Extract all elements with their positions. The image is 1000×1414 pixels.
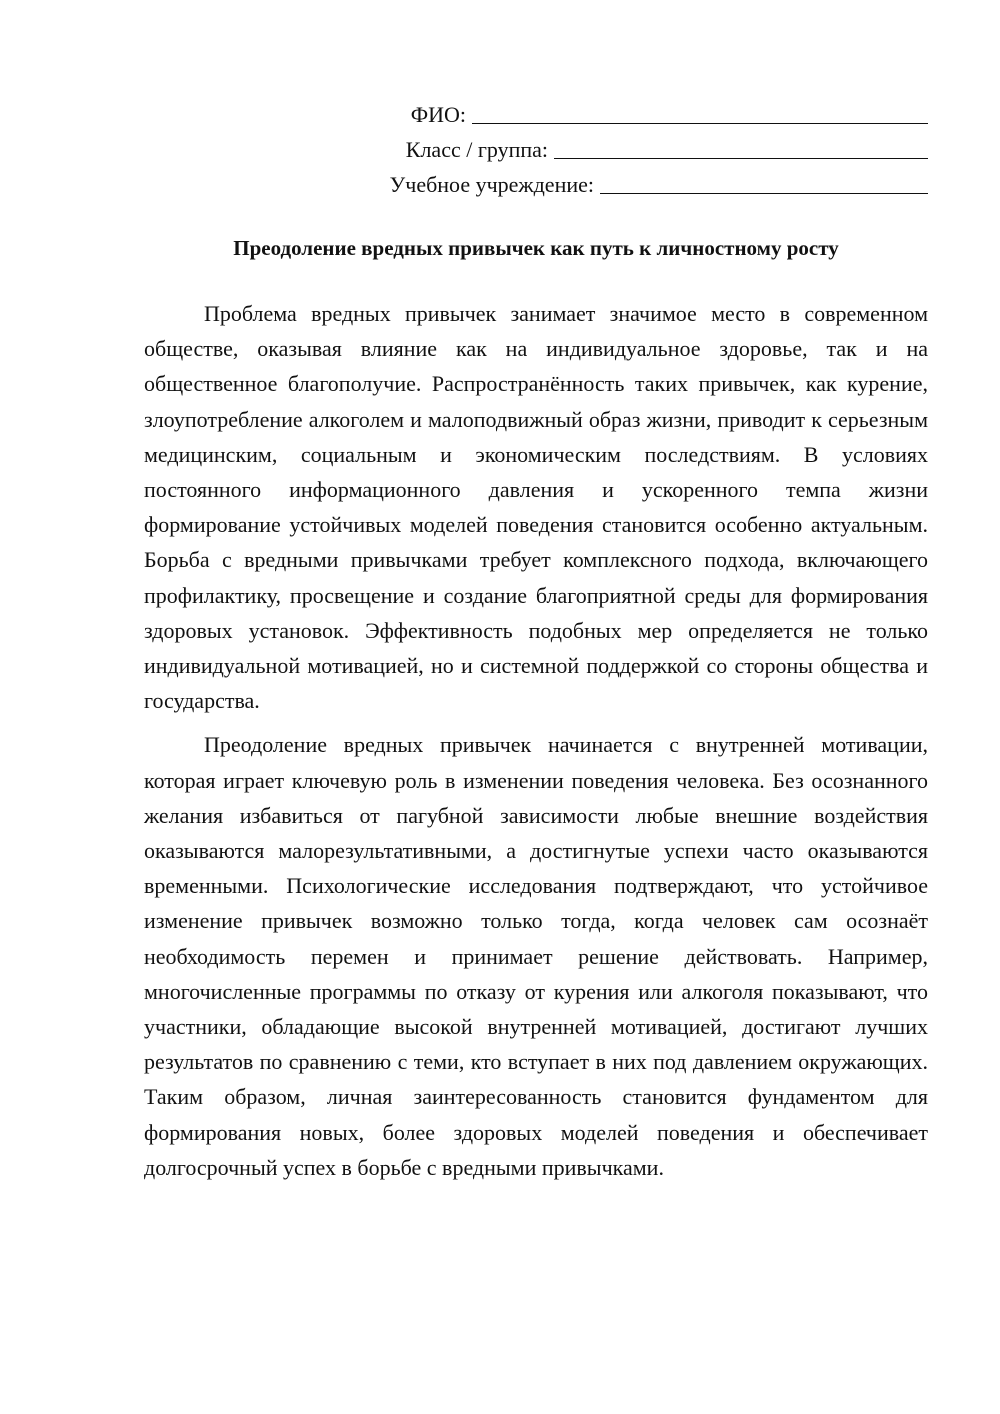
fio-label: ФИО:: [410, 102, 466, 127]
school-label: Учебное учреждение:: [389, 172, 594, 197]
paragraph-2: Преодоление вредных привычек начинается с внутренней мотивации, которая играет ключевую роль в изменении поведения человека. Без осознанного желания избавиться от пагубной зависимости любые внешние воздействия оказываются малорезультативными, а достигнутые успехи часто оказываются временными. Психологические исследования подтверждают, что устойчивое изменение привычек возможно только тогда, когда человек сам осознаёт необходимость перемен и принимает решение действовать. Например, многочисленные программы по отказу от курения или алкоголя показывают, что участники, обладающие высокой внутренней мотивацией, достигают лучших результатов по сравнению с теми, кто вступает в них под давлением окружающих. Таким образом, личная заинтересованность становится фундаментом для формирования новых, более здоровых моделей поведения и обеспечивает долгосрочный успех в борьбе с вредными привычками.: [144, 732, 928, 1180]
essay-body: [144, 296, 928, 1194]
class-row: [328, 128, 928, 163]
essay-title: Преодоление вредных привычек как путь к личностному росту: [233, 236, 839, 260]
fio-row: [328, 93, 928, 128]
paragraph-1: Проблема вредных привычек занимает значимое место в современном обществе, оказывая влияние как на индивидуальное здоровье, так и на общественное благополучие. Распространённость таких привычек, как курение, злоупотребление алкоголем и малоподвижный образ жизни, приводит к серьезным медицинским, социальным и экономическим последствиям. В условиях постоянного информационного давления и ускоренного темпа жизни формирование устойчивых моделей поведения становится особенно актуальным. Борьба с вредными привычками требует комплексного подхода, включающего профилактику, просвещение и создание благоприятной среды для формирования здоровых установок. Эффективность подобных мер определяется не только индивидуальной мотивацией, но и системной поддержкой со стороны общества и государства.: [144, 301, 928, 714]
student-info-header: [328, 93, 928, 198]
fio-blank-line: [472, 105, 928, 124]
school-blank-line: [600, 175, 928, 194]
school-row: [328, 163, 928, 198]
class-label: Класс / группа:: [405, 137, 548, 162]
class-blank-line: [554, 140, 928, 159]
